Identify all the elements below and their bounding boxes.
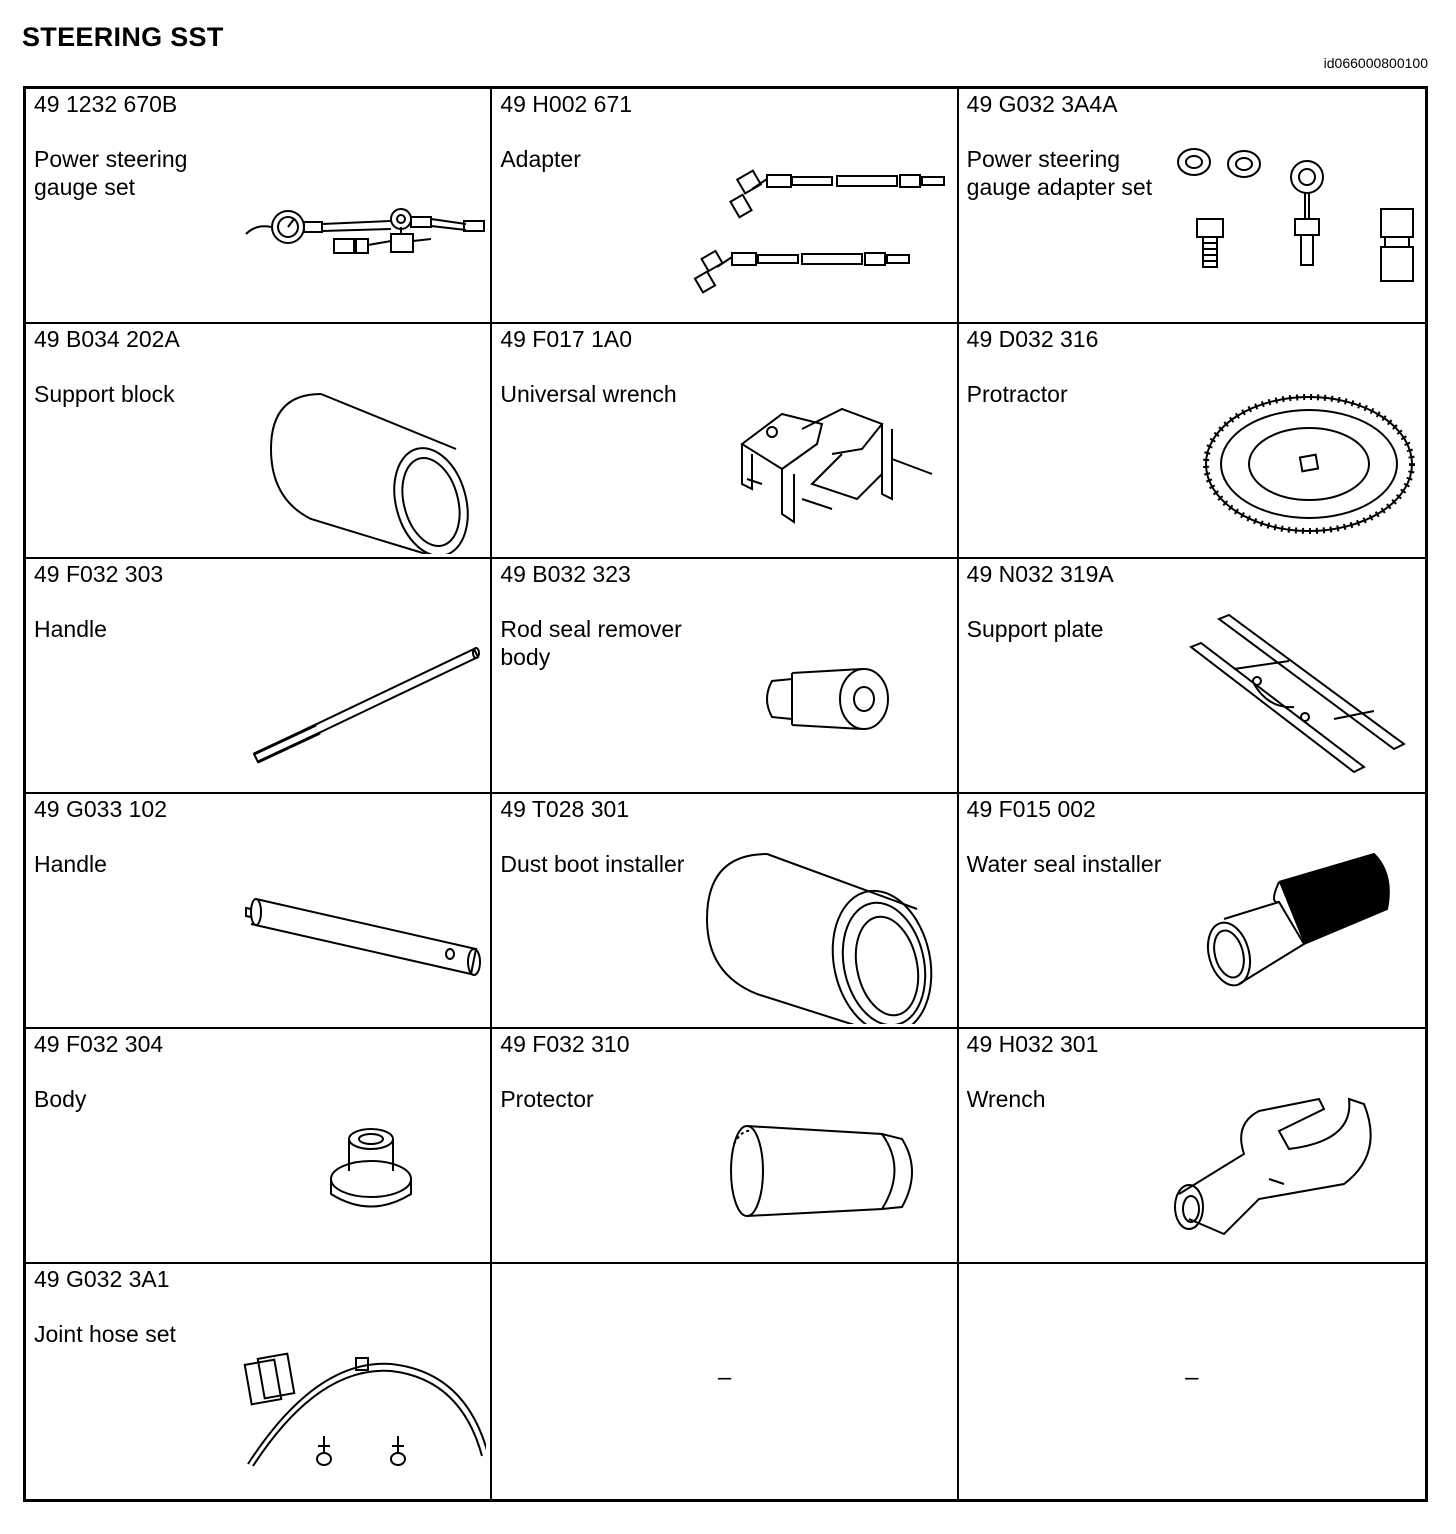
part-number: 49 F032 303 (34, 561, 164, 587)
part-number: 49 F017 1A0 (500, 326, 633, 352)
part-number: 49 G032 3A1 (34, 1266, 170, 1292)
crowfoot-wrench-icon (1159, 1059, 1419, 1259)
tool-name: Adapter (500, 146, 581, 172)
document-id: id066000800100 (1323, 55, 1428, 71)
support-plate-icon (1159, 589, 1419, 789)
tool-cell (26, 559, 492, 794)
page-title: STEERING SST (22, 22, 224, 52)
tool-name: Handle (34, 851, 107, 877)
part-number: 49 H002 671 (500, 91, 633, 117)
tool-name: Support plate (966, 616, 1104, 642)
part-number: 49 B032 323 (500, 561, 631, 587)
tool-name: Universal wrench (500, 381, 677, 407)
tool-cell (26, 324, 492, 559)
tool-cell (26, 1029, 492, 1264)
tool-cell (959, 324, 1425, 559)
tool-name: Rod seal remover body (500, 616, 682, 670)
tool-cell (959, 1029, 1425, 1264)
tool-cell (959, 794, 1425, 1029)
empty-cell (959, 1264, 1425, 1499)
tool-name: Body (34, 1086, 87, 1112)
tool-cell (26, 1264, 492, 1499)
part-number: 49 D032 316 (966, 326, 1099, 352)
joint-hose-set-icon (226, 1294, 486, 1494)
tool-cell (492, 559, 958, 794)
part-number: 49 G032 3A4A (966, 91, 1118, 117)
part-number: 49 F032 304 (34, 1031, 164, 1057)
dust-boot-installer-icon (692, 824, 952, 1024)
part-number: 49 T028 301 (500, 796, 630, 822)
tool-name: Water seal installer (966, 851, 1162, 877)
adapter-hose-icon (692, 119, 952, 319)
tool-name: Joint hose set (34, 1321, 176, 1347)
tool-cell (26, 89, 492, 324)
tool-cell (959, 559, 1425, 794)
tool-name: Wrench (966, 1086, 1046, 1112)
tool-cell (492, 89, 958, 324)
empty-placeholder: – (1185, 1364, 1199, 1391)
protector-icon (692, 1059, 952, 1259)
handle-rod-icon (226, 589, 486, 789)
part-number: 49 F032 310 (500, 1031, 630, 1057)
tool-name: Power steering gauge set (34, 146, 188, 200)
water-seal-installer-icon (1159, 824, 1419, 1024)
tool-name: Protractor (966, 381, 1068, 407)
tool-name: Power steering gauge adapter set (966, 146, 1153, 200)
part-number: 49 N032 319A (966, 561, 1114, 587)
handle-bar-icon (226, 824, 486, 1024)
tool-cell (492, 1029, 958, 1264)
tool-name: Handle (34, 616, 107, 642)
body-icon (226, 1059, 486, 1259)
tool-name: Support block (34, 381, 175, 407)
universal-wrench-icon (692, 354, 952, 554)
adapter-set-icon (1159, 119, 1419, 319)
tool-name: Protector (500, 1086, 594, 1112)
tool-cell (492, 324, 958, 559)
protractor-icon (1159, 354, 1419, 554)
part-number: 49 1232 670B (34, 91, 178, 117)
tool-cell (959, 89, 1425, 324)
tool-cell (492, 794, 958, 1029)
part-number: 49 H032 301 (966, 1031, 1099, 1057)
tool-cell (26, 794, 492, 1029)
part-number: 49 F015 002 (966, 796, 1096, 822)
rod-seal-remover-icon (692, 589, 952, 789)
gauge-set-icon (226, 119, 486, 319)
empty-placeholder: – (717, 1364, 732, 1391)
part-number: 49 G033 102 (34, 796, 168, 822)
part-number: 49 B034 202A (34, 326, 180, 352)
support-block-icon (226, 354, 486, 554)
tool-name: Dust boot installer (500, 851, 685, 877)
empty-cell (492, 1264, 958, 1499)
sst-table (23, 86, 1428, 1502)
